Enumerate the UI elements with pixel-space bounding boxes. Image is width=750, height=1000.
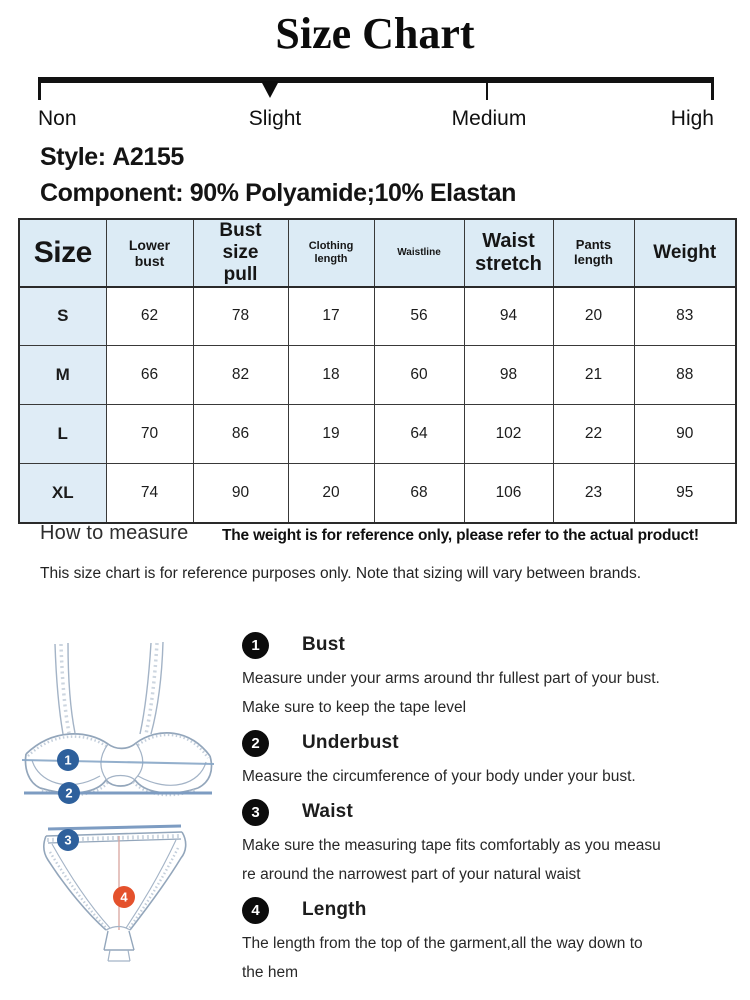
header-clothing-length: Clothing length [288, 219, 374, 287]
guide-number-badge: 3 [242, 799, 269, 826]
value-cell: 56 [374, 287, 464, 346]
svg-text:2: 2 [65, 785, 73, 801]
value-cell: 74 [106, 464, 193, 523]
guide-title-bust: Bust [302, 634, 346, 655]
table-row [19, 405, 736, 464]
guide-item-length [242, 895, 744, 987]
guide-number-badge: 2 [242, 730, 269, 757]
component-label: Component: [40, 179, 184, 207]
guide-number-badge: 1 [242, 632, 269, 659]
guide-head-bust [242, 630, 744, 660]
marker-bust [57, 749, 79, 771]
style-value: A2155 [112, 143, 184, 171]
size-cell: M [19, 346, 106, 405]
size-cell: L [19, 405, 106, 464]
value-cell: 18 [288, 346, 374, 405]
marker-waist [57, 829, 79, 851]
scale-tick-medium [486, 77, 488, 100]
header-size: Size [19, 219, 106, 287]
value-cell: 82 [193, 346, 288, 405]
bust-measure-line [22, 760, 214, 764]
bra-sketch [22, 642, 214, 795]
scale-label-medium: Medium [451, 107, 527, 130]
value-cell: 22 [553, 405, 634, 464]
value-cell: 78 [193, 287, 288, 346]
guide-text-line: The length from the top of the garment,all the way down to [242, 935, 643, 952]
size-cell: S [19, 287, 106, 346]
guide-text-line: Make sure the measuring tape fits comfortably as you measu [242, 837, 661, 854]
guide-title-underbust: Underbust [302, 732, 399, 753]
measure-guide [242, 630, 744, 993]
value-cell: 62 [106, 287, 193, 346]
value-cell: 60 [374, 346, 464, 405]
size-table [18, 218, 737, 524]
value-cell: 68 [374, 464, 464, 523]
guide-head-underbust [242, 728, 744, 758]
svg-text:1: 1 [64, 752, 72, 768]
size-cell: XL [19, 464, 106, 523]
value-cell: 21 [553, 346, 634, 405]
marker-underbust [58, 782, 80, 804]
header-pants-length: Pants length [553, 219, 634, 287]
guide-text-line: Measure the circumference of your body under your bust. [242, 768, 636, 785]
how-to-measure-label: How to measure [40, 522, 189, 544]
value-cell: 66 [106, 346, 193, 405]
value-cell: 90 [193, 464, 288, 523]
value-cell: 83 [634, 287, 736, 346]
guide-text-line: re around the narrowest part of your natural waist [242, 866, 581, 883]
weight-note: The weight is for reference only, please refer to the actual product! [222, 527, 699, 544]
value-cell: 86 [193, 405, 288, 464]
disclaimer-text: This size chart is for reference purposes only. Note that sizing will vary between brands. [40, 565, 642, 582]
svg-text:3: 3 [64, 832, 72, 848]
guide-head-waist [242, 797, 744, 827]
table-row [19, 464, 736, 523]
scale-tick-left [38, 77, 41, 100]
table-row [19, 287, 736, 346]
guide-item-waist [242, 797, 744, 889]
value-cell: 95 [634, 464, 736, 523]
value-cell: 19 [288, 405, 374, 464]
value-cell: 64 [374, 405, 464, 464]
value-cell: 90 [634, 405, 736, 464]
scale-label-non: Non [38, 107, 77, 130]
component-value: 90% Polyamide;10% Elastan [189, 179, 517, 207]
waist-measure-line [48, 826, 181, 829]
value-cell: 70 [106, 405, 193, 464]
scale-pointer-triangle-icon [261, 81, 279, 98]
table-row [19, 346, 736, 405]
table-header-row [19, 219, 736, 287]
style-label: Style: [40, 143, 106, 171]
header-bust-size-pull: Bust size pull [193, 219, 288, 287]
value-cell: 20 [288, 464, 374, 523]
guide-item-bust [242, 630, 744, 722]
value-cell: 20 [553, 287, 634, 346]
value-cell: 88 [634, 346, 736, 405]
header-waist-stretch: Waist stretch [464, 219, 553, 287]
svg-text:4: 4 [120, 889, 128, 905]
header-weight: Weight [634, 219, 736, 287]
guide-title-length: Length [302, 899, 367, 920]
header-waistline: Waistline [374, 219, 464, 287]
value-cell: 102 [464, 405, 553, 464]
style-line [40, 143, 184, 172]
header-lower-bust: Lower bust [106, 219, 193, 287]
component-line [40, 179, 516, 208]
guide-head-length [242, 895, 744, 925]
measure-diagram [18, 630, 230, 992]
guide-title-waist: Waist [302, 801, 353, 822]
scale-label-slight: Slight [248, 107, 302, 130]
page-title: Size Chart [275, 9, 475, 58]
scale-label-high: High [670, 107, 714, 130]
value-cell: 17 [288, 287, 374, 346]
guide-text-line: Measure under your arms around thr fullest part of your bust. [242, 670, 660, 687]
marker-length [113, 886, 135, 908]
value-cell: 23 [553, 464, 634, 523]
value-cell: 106 [464, 464, 553, 523]
scale-tick-right [711, 77, 714, 100]
value-cell: 94 [464, 287, 553, 346]
guide-number-badge: 4 [242, 897, 269, 924]
value-cell: 98 [464, 346, 553, 405]
guide-text-line: Make sure to keep the tape level [242, 699, 467, 716]
scale-bar [38, 77, 714, 83]
guide-item-underbust [242, 728, 744, 791]
guide-text-line: the hem [242, 964, 299, 981]
